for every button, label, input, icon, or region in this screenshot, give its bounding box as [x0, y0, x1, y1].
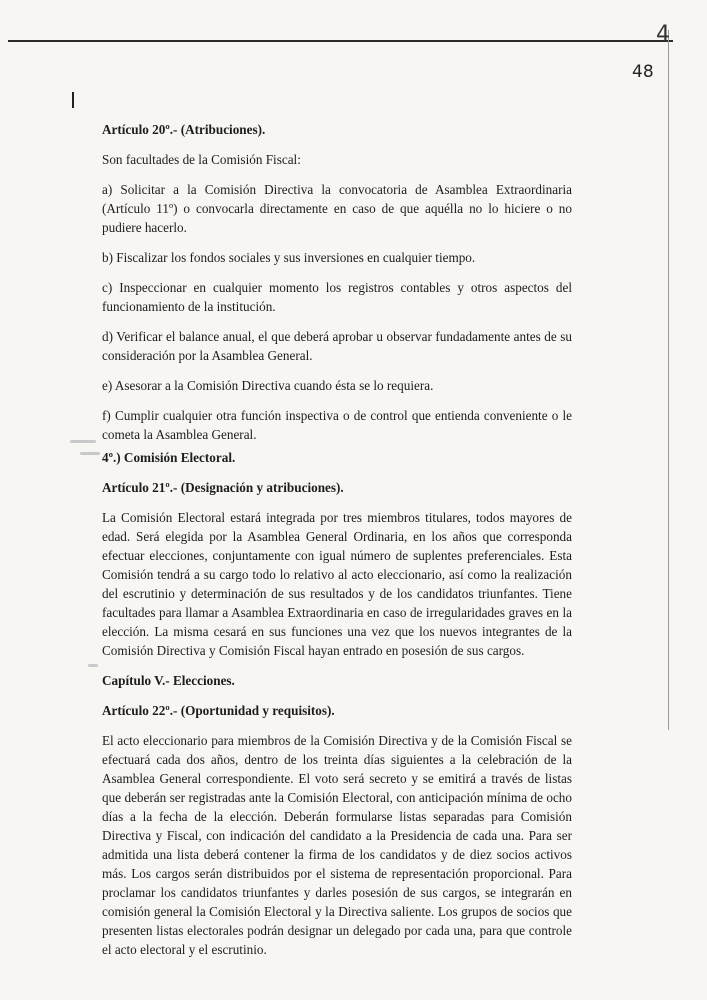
art20-item-c: c) Inspeccionar en cualquier momento los registros contables y otros aspectos del funcionamiento de la institución.: [102, 280, 572, 314]
stamp-trace: [88, 664, 98, 667]
art20-item-e: e) Asesorar a la Comisión Directiva cuando ésta se lo requiera.: [102, 378, 434, 393]
chapter5-heading: Capítulo V.- Elecciones.: [102, 673, 235, 688]
art20-intro: Son facultades de la Comisión Fiscal:: [102, 152, 301, 167]
margin-mark: [72, 92, 74, 108]
art20-item-b: b) Fiscalizar los fondos sociales y sus inversiones en cualquier tiempo.: [102, 250, 476, 265]
art20-item-d: d) Verificar el balance anual, el que deberá aprobar u observar fundadamente antes de su consideración por la Asamblea General.: [102, 329, 572, 363]
section4-heading: 4º.) Comisión Electoral.: [102, 450, 236, 465]
art20-heading: Artículo 20º.- (Atribuciones).: [102, 122, 266, 137]
top-rule: [8, 40, 673, 42]
stamp-trace: [80, 452, 100, 455]
stamp-trace: [70, 440, 96, 443]
document-body: [102, 112, 572, 959]
art22-body: El acto eleccionario para miembros de la Comisión Directiva y de la Comisión Fiscal se efectuará cada dos años, dentro de los treinta días siguientes a la celebración de la Asamblea General correspondiente. El voto será secreto y se emitirá a través de listas que deberán ser registradas ante la Comisión Electoral, con anticipación mínima de ocho días a la fecha de la elección. Deberán formularse listas separadas para Comisión Directiva y Fiscal, con indicación del candidato a la Presidencia de cada una. Para ser admitida una lista deberá contener la firma de los candidatos y de diez socios activos más. Los cargos serán distribuidos por el sistema de representación proporcional. Para proclamar los candidatos triunfantes y darles posesión de sus cargos, se integrarán en comisión general la Comisión Electoral y la Directiva saliente. Los grupos de socios que presenten listas electorales podrán designar un delegado por cada una, para que controle el acto electoral y el escrutinio.: [102, 733, 572, 957]
art20-item-f: f) Cumplir cualquier otra función inspectiva o de control que entienda conveniente o le cometa la Asamblea General.: [102, 408, 572, 442]
art22-heading: Artículo 22º.- (Oportunidad y requisitos).: [102, 703, 335, 718]
right-margin-rule: [668, 30, 669, 730]
art21-heading: Artículo 21º.- (Designación y atribuciones).: [102, 480, 344, 495]
handwritten-corner-number: 4: [656, 22, 670, 47]
handwritten-page-number: 48: [632, 62, 654, 82]
art21-body: La Comisión Electoral estará integrada por tres miembros titulares, todos mayores de edad. Será elegida por la Asamblea General Ordinaria, en los años que corresponda efectuar elecciones, conjuntamente con igual número de suplentes preferenciales. Esta Comisión tendrá a su cargo todo lo relativo al acto eleccionario, así como la realización del escrutinio y determinación de sus resultados y de los candidatos triunfantes. Tiene facultades para llamar a Asamblea Extraordinaria en caso de irregularidades graves en la elección. La misma cesará en sus funciones una vez que los nuevos integrantes de la Comisión Directiva y Comisión Fiscal hayan entrado en posesión de sus cargos.: [102, 510, 572, 658]
art20-item-a: a) Solicitar a la Comisión Directiva la convocatoria de Asamblea Extraordinaria (Artículo 11º) o convocarla directamente en caso de que aquélla no lo hiciere o no pudiere hacerlo.: [102, 182, 572, 235]
